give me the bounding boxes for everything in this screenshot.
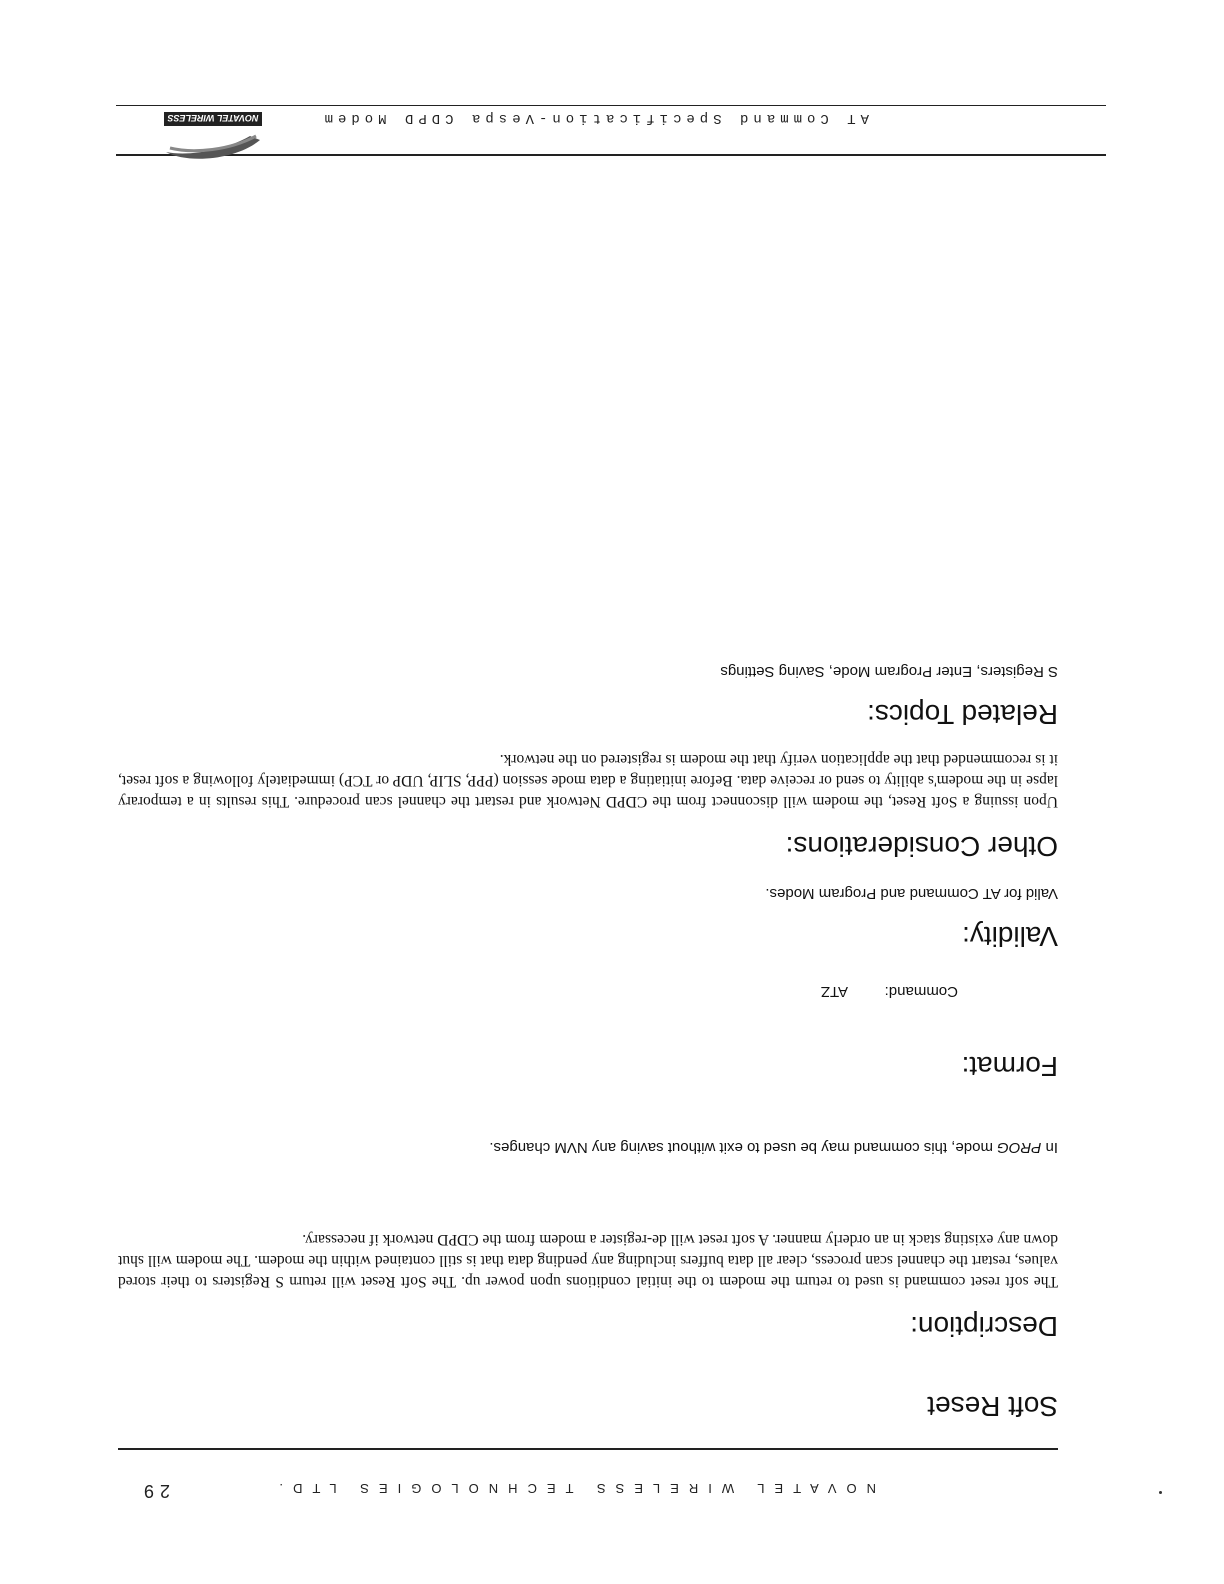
header-title: AT Command Specification-Vespa CDPD Modem: [319, 110, 869, 126]
format-line: [821, 983, 958, 1000]
validity-text: Valid for AT Command and Program Modes.: [765, 885, 1058, 902]
prog-prefix: In: [1041, 1139, 1058, 1156]
format-label: Command:: [884, 983, 958, 1000]
other-considerations-heading: Other Considerations:: [785, 831, 1058, 862]
description-heading: Description:: [910, 1311, 1058, 1342]
logo-text: NOVATEL WIRELESS: [167, 113, 259, 123]
prog-rest: mode, this command may be used to exit without saving any NVM changes.: [489, 1139, 998, 1156]
related-topics-text: S Registers, Enter Program Mode, Saving Settings: [720, 663, 1058, 680]
format-heading: Format:: [961, 1051, 1058, 1082]
prog-word: PROG: [997, 1139, 1042, 1156]
scan-speck: [1159, 1491, 1162, 1494]
company-logo: [162, 106, 266, 166]
footer-rule: [118, 1448, 1058, 1450]
format-value: ATZ: [820, 983, 848, 1000]
page-number: 29: [137, 1481, 170, 1501]
logo-swoosh-icon: [162, 106, 266, 166]
section-title: Soft Reset: [927, 1391, 1058, 1422]
validity-heading: Validity:: [962, 921, 1058, 952]
footer-company: NOVATEL WIRELESS TECHNOLOGIES LTD.: [269, 1481, 876, 1496]
description-paragraph: The soft reset command is used to return the modem to the initial conditions upon power up. The Soft Reset will return S Registers to their stored values, restart the channel scan process, clear all data buffers including any pending data that is still contained within the modem. The modem will shut down any existing stack in an orderly manner. A soft reset will de-register a modem from the CDPD network if necessary.: [118, 1231, 1058, 1290]
prog-mode-note: [118, 1137, 1058, 1158]
other-considerations-paragraph: Upon issuing a Soft Reset, the modem will disconnect from the CDPD Network and restart the channel scan procedure. This results in a temporary lapse in the modem's ability to send or receive data. Before initiating a data mode session (PPP, SLIP, UDP or TCP) immediately following a soft reset, it is recommended that the application verify that the modem is registered on the network.: [118, 751, 1058, 810]
related-topics-heading: Related Topics:: [867, 699, 1058, 730]
